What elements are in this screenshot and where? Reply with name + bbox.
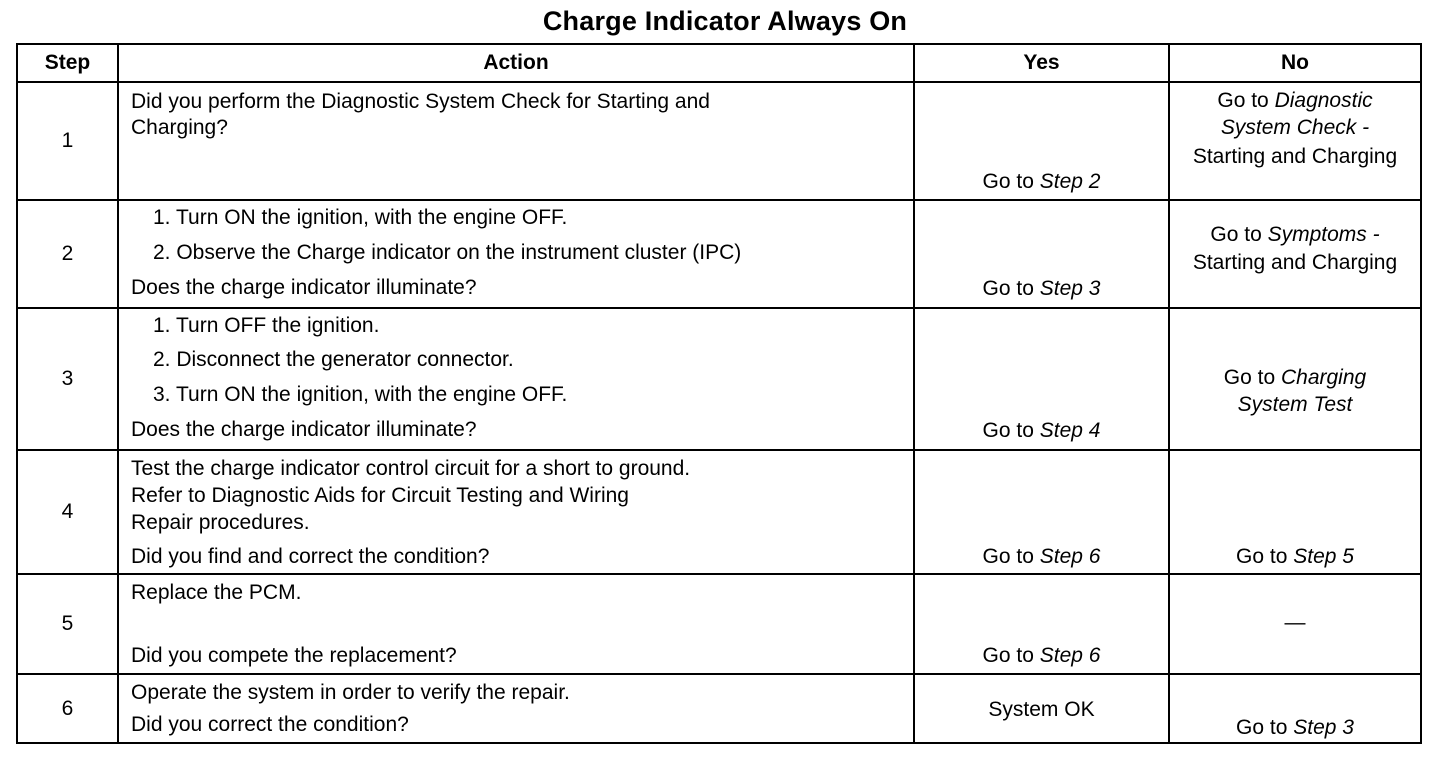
header-step: Step (18, 45, 119, 81)
step-ref: Step 5 (1293, 545, 1354, 568)
yes-cell (915, 309, 1170, 449)
yes-goto: Go to Step 6 (982, 644, 1101, 667)
step-number: 5 (61, 612, 74, 635)
action-question: Does the charge indicator illuminate? (131, 276, 477, 299)
table-row-step-6 (18, 675, 1420, 742)
yes-cell (915, 201, 1170, 307)
step-ref: Step 4 (1039, 419, 1101, 442)
step-number: 4 (61, 500, 74, 523)
step-ref: Step 2 (1039, 170, 1101, 193)
table-row-step-4 (18, 451, 1420, 575)
no-goto-line: Starting and Charging (1192, 145, 1398, 168)
no-cell (1170, 451, 1420, 573)
header-no: No (1281, 51, 1309, 74)
action-list-item: 2. Observe the Charge indicator on the instrument cluster (IPC) (153, 241, 742, 264)
table-row-step-1 (18, 83, 1420, 201)
no-cell (1170, 675, 1420, 742)
no-goto-line: Starting and Charging (1192, 251, 1398, 274)
yes-goto: Go to Step 3 (982, 277, 1101, 300)
no-goto-line: Go to Charging (1223, 366, 1367, 389)
yes-goto: Go to Step 6 (982, 545, 1101, 568)
no-goto: Go to Step 5 (1236, 545, 1354, 568)
yes-cell (915, 575, 1170, 673)
diagnostic-table (16, 43, 1422, 744)
yes-cell (915, 83, 1170, 199)
yes-goto: Go to Step 4 (982, 419, 1101, 442)
step-number: 3 (61, 367, 74, 390)
action-cell (119, 83, 915, 199)
no-goto-line: Go to Diagnostic (1217, 89, 1373, 112)
action-line: Replace the PCM. (131, 581, 302, 604)
action-line: Did you perform the Diagnostic System Check for Starting and (131, 90, 710, 113)
action-cell (119, 309, 915, 449)
yes-cell (915, 451, 1170, 573)
action-cell (119, 201, 915, 307)
step-cell (18, 201, 119, 307)
step-cell (18, 575, 119, 673)
step-number: 6 (61, 696, 74, 720)
yes-result: System OK (988, 698, 1095, 721)
no-dash: — (1284, 611, 1306, 634)
step-ref: Step 3 (1039, 277, 1101, 300)
step-cell (18, 83, 119, 199)
action-cell (119, 575, 915, 673)
action-list-item: 2. Disconnect the generator connector. (153, 348, 514, 371)
step-cell (18, 451, 119, 573)
no-goto-line: System Check - (1220, 116, 1370, 139)
step-ref: Step 6 (1039, 545, 1101, 568)
yes-cell (915, 675, 1170, 742)
action-cell (119, 675, 915, 742)
action-list-item: 1. Turn OFF the ignition. (153, 314, 380, 337)
table-row-step-3 (18, 309, 1420, 451)
header-action: Action (119, 45, 915, 81)
action-line: Operate the system in order to verify the repair. (131, 681, 570, 704)
action-line: Charging? (131, 116, 228, 139)
table-row-step-5 (18, 575, 1420, 675)
document-title: Charge Indicator Always On (542, 6, 908, 36)
no-goto: Go to Step 3 (1236, 716, 1354, 739)
table-row-step-2 (18, 201, 1420, 309)
header-yes: Yes (915, 45, 1170, 81)
action-question: Did you correct the condition? (131, 713, 409, 736)
action-question: Did you find and correct the condition? (131, 545, 490, 568)
step-cell (18, 309, 119, 449)
no-cell (1170, 201, 1420, 307)
no-cell (1170, 575, 1420, 673)
no-goto-line: Go to Symptoms - (1210, 223, 1380, 246)
no-cell (1170, 309, 1420, 449)
action-line: Refer to Diagnostic Aids for Circuit Testing and Wiring (131, 484, 629, 507)
step-number: 1 (61, 129, 74, 152)
action-list-item: 1. Turn ON the ignition, with the engine OFF. (153, 206, 568, 229)
action-question: Does the charge indicator illuminate? (131, 418, 477, 441)
action-line: Repair procedures. (131, 511, 310, 534)
action-cell (119, 451, 915, 573)
action-question: Did you compete the replacement? (131, 644, 457, 667)
yes-goto: Go to Step 2 (982, 170, 1101, 193)
step-cell (18, 675, 119, 742)
step-number: 2 (61, 242, 74, 265)
step-ref: Step 6 (1039, 644, 1101, 667)
no-cell (1170, 83, 1420, 199)
action-list-item: 3. Turn ON the ignition, with the engine OFF. (153, 383, 568, 406)
no-goto-line: System Test (1237, 393, 1353, 416)
step-ref: Step 3 (1293, 716, 1354, 739)
table-header-row (18, 45, 1420, 83)
action-line: Test the charge indicator control circuit for a short to ground. (131, 457, 691, 480)
